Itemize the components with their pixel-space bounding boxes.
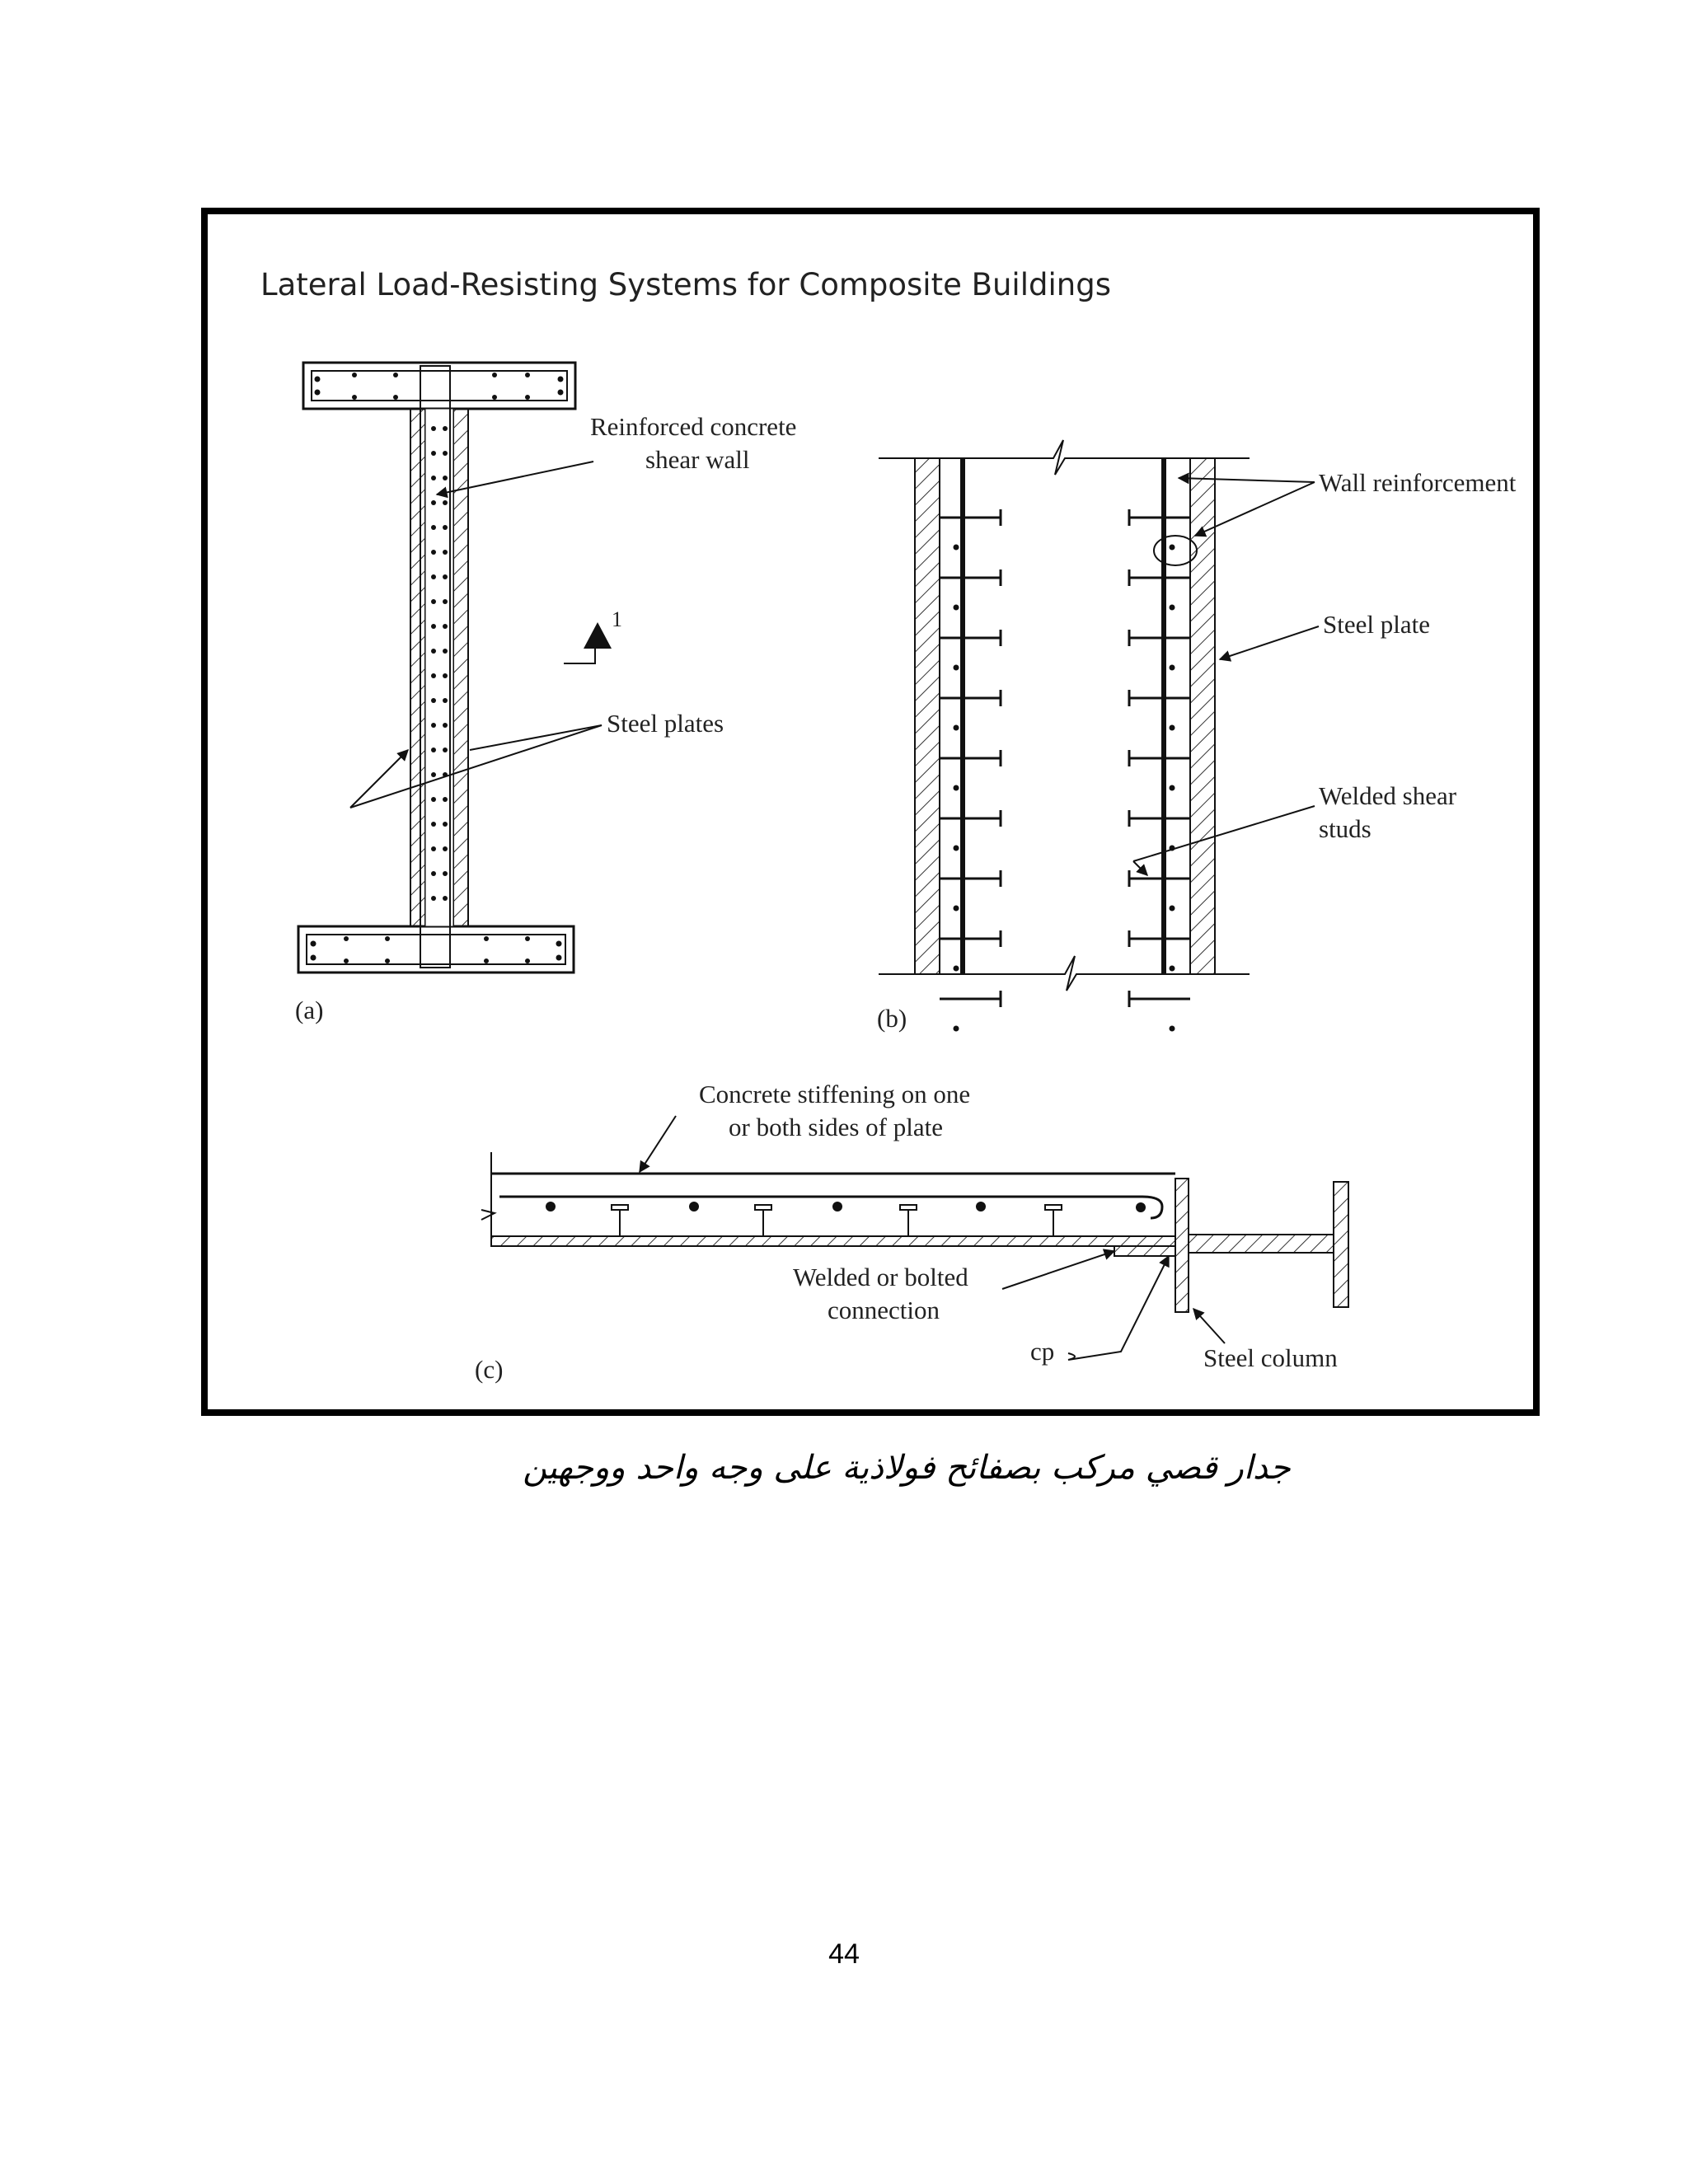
figure-caption: جدار قصي مركب بصفائح فولاذية على وجه واحد ووجهين (523, 1449, 1291, 1487)
plate-studs (546, 1202, 1062, 1236)
panel-a-tag: (a) (295, 996, 324, 1024)
label-steel-column: Steel column (1203, 1343, 1338, 1372)
section-mark-icon (584, 622, 612, 649)
shear-studs (940, 509, 1190, 1032)
page-number: 44 (828, 1938, 860, 1970)
label-connection-line1: Welded or bolted (793, 1263, 968, 1291)
panel-a-i-section (298, 363, 612, 972)
label-rc-shear-wall-line1: Reinforced concrete (590, 412, 797, 441)
figure-title: Lateral Load-Resisting Systems for Composite Buildings (260, 267, 1111, 302)
label-rc-shear-wall-line2: shear wall (645, 445, 750, 474)
label-concrete-stiffening-line2: or both sides of plate (729, 1113, 944, 1141)
label-connection-line2: connection (828, 1296, 940, 1324)
label-welded-studs-line2: studs (1319, 814, 1372, 843)
label-concrete-stiffening-line1: Concrete stiffening on one (699, 1080, 971, 1108)
label-steel-plate: Steel plate (1323, 610, 1430, 639)
label-welded-studs-line1: Welded shear (1319, 781, 1457, 810)
label-wall-reinforcement: Wall reinforcement (1319, 468, 1517, 497)
panel-b-wall-elevation (879, 440, 1319, 1032)
label-cp: cp (1030, 1337, 1055, 1366)
label-steel-plates: Steel plates (607, 709, 724, 738)
panel-b-tag: (b) (877, 1004, 907, 1033)
section-mark-number: 1 (612, 607, 622, 631)
panel-c-tag: (c) (475, 1355, 504, 1384)
